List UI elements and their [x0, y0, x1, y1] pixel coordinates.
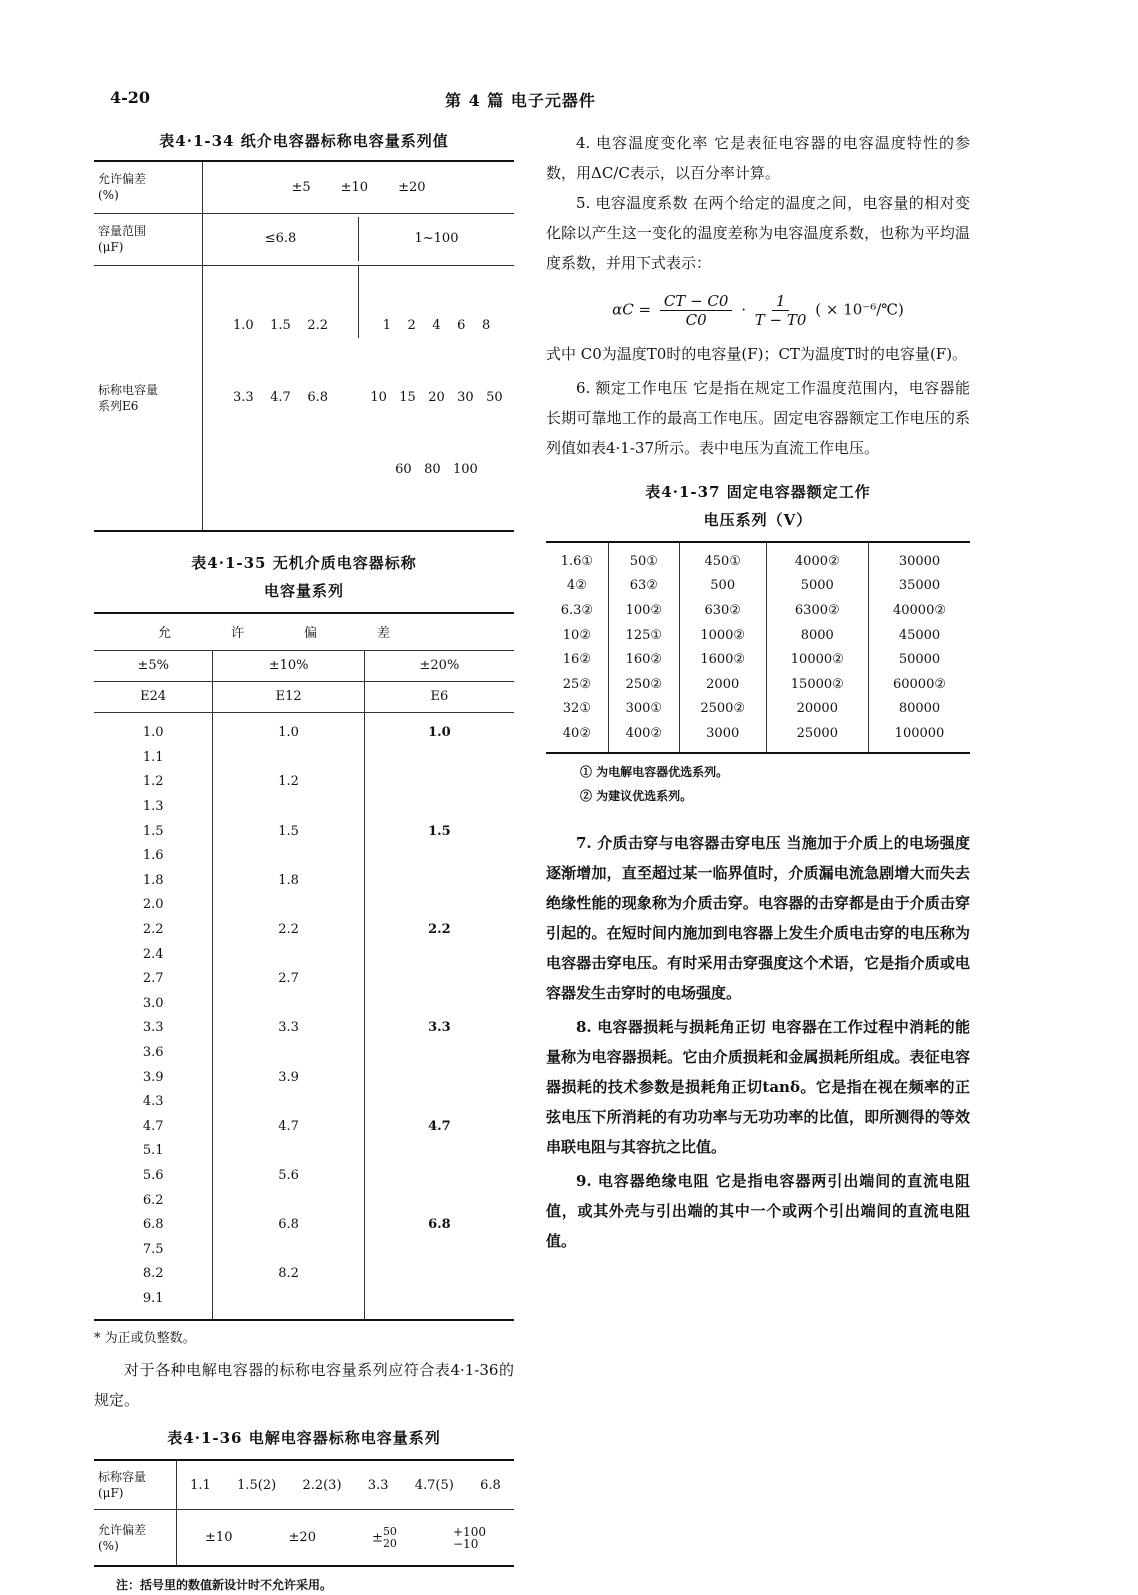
deviation-value: ±20 [288, 1530, 316, 1545]
table-cell: 500 [679, 574, 766, 599]
table-cell: 2000 [679, 672, 766, 697]
table-cell: 4.3 [142, 1094, 164, 1110]
capacitance-value: 1.5(2) [237, 1477, 277, 1493]
table-row [94, 770, 514, 795]
table-row [94, 843, 514, 868]
right-column [546, 128, 970, 1256]
table-cell: 1.3 [142, 799, 164, 815]
frac-top: +100 [453, 1524, 486, 1539]
frac-bottom: −10 [453, 1536, 479, 1551]
table-row [94, 712, 514, 745]
table-cell [364, 1040, 514, 1065]
table-row [94, 1065, 514, 1090]
formula-denominator: T − T0 [754, 311, 807, 329]
table-cell: 2.0 [142, 897, 164, 913]
table-cell: 3.6 [142, 1045, 164, 1061]
formula-denominator: C0 [685, 311, 707, 329]
table-cell: 3.3 [213, 1016, 364, 1041]
table-cell: 1.0 [142, 725, 164, 741]
table-cell: 3.9 [213, 1065, 364, 1090]
table-cell: 6.8 [213, 1212, 364, 1237]
table34-caption: 表4·1-34 纸介电容器标称电容量系列值 [159, 132, 449, 150]
table-cell: 10② [562, 627, 591, 643]
table-cell: 3000 [679, 721, 766, 753]
table-cell: 2.2 [142, 922, 164, 938]
deviation-value [372, 1526, 397, 1550]
table-cell [213, 942, 364, 967]
table-row [94, 966, 514, 991]
paragraph-36-intro: 对于各种电解电容器的标称电容量系列应符合表4·1-36的规定。 [94, 1360, 514, 1409]
table-cell [364, 1286, 514, 1320]
table-cell [213, 991, 364, 1016]
series-e24: E24 [94, 681, 213, 712]
tolerance-20: ±20% [364, 650, 514, 681]
page-header [100, 88, 980, 112]
table-cell: 2.7 [142, 971, 164, 987]
table-cell [364, 868, 514, 893]
range-right: 1~100 [414, 231, 459, 246]
table-row [94, 1212, 514, 1237]
table-cell: 15000② [766, 672, 868, 697]
table-cell: 250② [608, 672, 679, 697]
table-cell: 5.1 [142, 1143, 164, 1159]
table-row [546, 647, 970, 672]
table-cell: 6.3② [560, 602, 594, 618]
table-cell [364, 1089, 514, 1114]
row-label: 标称电容量 系列E6 [94, 265, 203, 531]
table-cell: 5.6 [213, 1163, 364, 1188]
table-row [94, 1237, 514, 1262]
table-cell: 40000② [869, 598, 971, 623]
table35-caption-2: 电容量系列 [263, 581, 344, 600]
section-title: 第 4 篇 电子元器件 [445, 91, 596, 110]
table-row [94, 819, 514, 844]
table-cell: 1000② [679, 623, 766, 648]
table-row [94, 1139, 514, 1164]
frac-top: 50 [382, 1524, 397, 1538]
deviation-sign: ± [372, 1530, 383, 1545]
row-label: 允许偏差 (%) [94, 1510, 177, 1566]
table-cell [213, 1089, 364, 1114]
table-cell: 25② [562, 676, 591, 692]
formula-unit: ( × 10⁻⁶/℃) [815, 300, 904, 319]
table37-caption-2: 电压系列（V） [703, 511, 813, 529]
table-cell: 4② [566, 578, 587, 594]
table-cell: 1.0 [364, 712, 514, 745]
table-row [94, 1040, 514, 1065]
paragraph-5b: 式中 C0为温度T0时的电容量(F)；CT为温度T时的电容量(F)。 [546, 345, 968, 363]
table-cell: 1.6① [560, 553, 594, 569]
table-cell: 2.4 [142, 946, 164, 962]
table-row [94, 161, 514, 213]
table-cell: 5.6 [142, 1167, 164, 1183]
table-cell: 1.1 [142, 749, 164, 765]
table-cell: 3.0 [142, 995, 164, 1011]
table-cell: 10000② [766, 647, 868, 672]
table-cell: 1.6 [142, 848, 164, 864]
table-cell [364, 1262, 514, 1287]
table-cell: 4.7 [213, 1114, 364, 1139]
table-row [94, 745, 514, 770]
e6-right-line: 10 15 20 30 50 [370, 389, 503, 405]
table-row [94, 917, 514, 942]
row-label: 允许偏差 (%) [94, 161, 203, 213]
table-row [546, 623, 970, 648]
table35-body [94, 712, 514, 1320]
table-cell: 100② [608, 598, 679, 623]
table-row [94, 868, 514, 893]
frac-bottom: 20 [382, 1536, 397, 1550]
table-cell: 3.9 [142, 1069, 164, 1085]
table-row [94, 1262, 514, 1287]
formula-numerator: CT − C0 [660, 292, 733, 311]
table-cell: 6.2 [142, 1192, 164, 1208]
table37-body [546, 542, 970, 753]
table-cell [213, 1040, 364, 1065]
table-row [94, 794, 514, 819]
left-column [94, 128, 514, 1595]
table-cell: 2.2 [213, 917, 364, 942]
table-cell: 60000② [869, 672, 971, 697]
table-cell: 40② [562, 725, 591, 741]
table34 [94, 160, 514, 532]
table-cell: 9.1 [142, 1290, 164, 1306]
table-cell [364, 1139, 514, 1164]
table-cell [364, 966, 514, 991]
table-cell: 7.5 [142, 1241, 164, 1257]
table-cell: 1600② [679, 647, 766, 672]
capacitance-value: 3.3 [367, 1477, 389, 1493]
table-cell: 4000② [766, 542, 868, 574]
table-cell [364, 794, 514, 819]
paragraph-6: 6. 额定工作电压 它是指在规定工作温度范围内，电容器能长期可靠地工作的最高工作电压。固定电容器额定工作电压的系列值如表4·1-37所示。表中电压为直流工作电压。 [546, 379, 970, 457]
table-cell [213, 1188, 364, 1213]
table-cell: 1.5 [142, 823, 164, 839]
table-cell [364, 942, 514, 967]
table-cell: 63② [608, 574, 679, 599]
table35 [94, 612, 514, 1321]
table-cell [213, 843, 364, 868]
table-cell: 630② [679, 598, 766, 623]
row-label: 标称容量 (μF) [94, 1460, 177, 1510]
formula-dot: · [741, 300, 746, 319]
table37-caption-1: 表4·1-37 固定电容器额定工作 [645, 483, 871, 501]
table-cell: 32① [562, 701, 591, 717]
table-cell: 35000 [869, 574, 971, 599]
table-cell: 2500② [679, 697, 766, 722]
table35-footnote: * 为正或负整数。 [94, 1330, 196, 1346]
table-cell: 8.2 [213, 1262, 364, 1287]
table-row [546, 672, 970, 697]
table-row [94, 1163, 514, 1188]
range-left: ≤6.8 [203, 217, 359, 261]
table-cell [364, 1188, 514, 1213]
table37-footnote-1: ① 为电解电容器优选系列。 [580, 764, 729, 779]
table-cell: 100000 [869, 721, 971, 753]
table-row [94, 265, 514, 531]
table-header-row [94, 681, 514, 712]
row-label: 容量范围 (μF) [94, 213, 203, 265]
table-cell: 8000 [766, 623, 868, 648]
tolerance-5: ±5% [94, 650, 213, 681]
e6-right-line: 60 80 100 [395, 461, 478, 477]
table-cell: 450① [679, 542, 766, 574]
e6-right-line: 1 2 4 6 8 [382, 317, 491, 333]
table-cell [213, 745, 364, 770]
paragraph-4: 4. 电容温度变化率 它是表征电容器的电容温度特性的参数，用ΔC/C表示，以百分率计算。 [546, 134, 970, 182]
table-cell: 1.2 [213, 770, 364, 795]
table37 [546, 541, 970, 754]
table-row [94, 1016, 514, 1041]
series-e6: E6 [364, 681, 514, 712]
header-tolerance: 允许偏差 [94, 613, 514, 651]
table-header-row [94, 613, 514, 651]
table-row [546, 598, 970, 623]
table-cell: 3.3 [142, 1020, 164, 1036]
capacitance-value: 6.8 [480, 1477, 501, 1493]
table-cell [213, 794, 364, 819]
table-cell [364, 1237, 514, 1262]
table36-caption: 表4·1-36 电解电容器标称电容量系列 [167, 1428, 441, 1447]
table-cell: 1.0 [213, 712, 364, 745]
table-row [546, 542, 970, 574]
table-cell [203, 213, 515, 265]
table-cell [364, 1163, 514, 1188]
table-row [94, 991, 514, 1016]
table-row [546, 697, 970, 722]
capacitance-value: 4.7(5) [414, 1477, 454, 1493]
table-cell [364, 991, 514, 1016]
deviation-value: ±10 [205, 1530, 233, 1545]
table-cell: 45000 [869, 623, 971, 648]
e6-left-line: 3.3 4.7 6.8 [232, 389, 329, 405]
table-row [94, 213, 514, 265]
table-cell [213, 1139, 364, 1164]
table-cell: 2.2 [364, 917, 514, 942]
table-header-row [94, 650, 514, 681]
table36 [94, 1459, 514, 1567]
paragraph-7: 7. 介质击穿与电容器击穿电压 当施加于介质上的电场强度逐渐增加，直至超过某一临界值时，介质漏电流急剧增大而失去绝缘性能的现象称为介质击穿。电容器的击穿都是由于介质击穿引起的。在短时间内施加到电容器上发生介质电击穿的电压称为电容器击穿电压。有时采用击穿强度这个术语，它是指介质或电容器发生击穿时的电场强度。 [546, 833, 970, 1002]
table-cell: 80000 [869, 697, 971, 722]
tolerance-10: ±10% [213, 650, 364, 681]
table-row [94, 893, 514, 918]
table-cell: 6300② [766, 598, 868, 623]
table-cell: 30000 [869, 542, 971, 574]
table-cell: 20000 [766, 697, 868, 722]
table-row [94, 1510, 514, 1566]
paragraph-5: 5. 电容温度系数 在两个给定的温度之间，电容量的相对变化除以产生这一变化的温度差称为电容温度系数，也称为平均温度系数，并用下式表示： [546, 194, 970, 272]
capacitance-value: 1.1 [190, 1477, 211, 1493]
table-cell: 8.2 [142, 1266, 164, 1282]
table-cell: 4.7 [364, 1114, 514, 1139]
deviation-value [453, 1526, 486, 1550]
table-cell [364, 893, 514, 918]
table-cell [213, 1237, 364, 1262]
temperature-coefficient-formula [546, 292, 970, 329]
table-cell: 4.7 [142, 1118, 164, 1134]
e6-left-line: 1.0 1.5 2.2 [232, 317, 329, 333]
table-cell: 1.8 [142, 872, 164, 888]
table35-caption-1: 表4·1-35 无机介质电容器标称 [191, 553, 417, 572]
table-cell [364, 1065, 514, 1090]
table-cell: 25000 [766, 721, 868, 753]
formula-numerator: 1 [772, 292, 790, 311]
page-number: 4-20 [110, 88, 151, 107]
tolerance-value: ±10 [340, 179, 369, 195]
table-cell [213, 893, 364, 918]
table-row [94, 1114, 514, 1139]
table-cell: 1.5 [364, 819, 514, 844]
formula-lhs: αC = [612, 300, 652, 319]
table-row [94, 1089, 514, 1114]
table-cell: 400② [608, 721, 679, 753]
series-e12: E12 [213, 681, 364, 712]
table37-footnote-2: ② 为建议优选系列。 [580, 788, 693, 803]
tolerance-value: ±20 [398, 179, 426, 195]
tolerance-value: ±5 [291, 179, 311, 195]
table-cell: 50① [608, 542, 679, 574]
table-cell: 6.8 [364, 1212, 514, 1237]
table-row [94, 942, 514, 967]
table-cell: 5000 [766, 574, 868, 599]
table-cell: 125① [608, 623, 679, 648]
table-cell: 50000 [869, 647, 971, 672]
table36-note: 注：括号里的数值新设计时不允许采用。 [116, 1577, 333, 1592]
table-cell [213, 1286, 364, 1320]
table-row [94, 1286, 514, 1320]
paragraph-9: 9. 电容器绝缘电阻 它是指电容器两引出端间的直流电阻值，或其外壳与引出端的其中一个或两个引出端间的直流电阻值。 [546, 1171, 970, 1250]
table-cell: 2.7 [213, 966, 364, 991]
table-cell: 1.8 [213, 868, 364, 893]
table-row [94, 1460, 514, 1510]
table-cell: 6.8 [142, 1217, 164, 1233]
table-cell [364, 843, 514, 868]
table-cell [177, 1460, 515, 1510]
table-cell [177, 1510, 515, 1566]
table-cell: 160② [608, 647, 679, 672]
table-cell: 1.5 [213, 819, 364, 844]
capacitance-value: 2.2(3) [302, 1477, 342, 1493]
table-cell [364, 745, 514, 770]
table-cell: 1.2 [142, 774, 164, 790]
table-row [546, 721, 970, 753]
table-cell [203, 265, 515, 531]
table-row [546, 574, 970, 599]
table-cell [203, 161, 515, 213]
table-cell: 300① [608, 697, 679, 722]
table-cell: 16② [562, 652, 591, 668]
table-cell: 3.3 [364, 1016, 514, 1041]
table-row [94, 1188, 514, 1213]
table-cell [364, 770, 514, 795]
paragraph-8: 8. 电容器损耗与损耗角正切 电容器在工作过程中消耗的能量称为电容器损耗。它由介质损耗和金属损耗所组成。表征电容器损耗的技术参数是损耗角正切tanδ。它是指在视在频率的正弦电压下所消耗的有功功率与无功功率的比值，即所测得的等效串联电阻与其容抗之比值。 [546, 1017, 970, 1156]
